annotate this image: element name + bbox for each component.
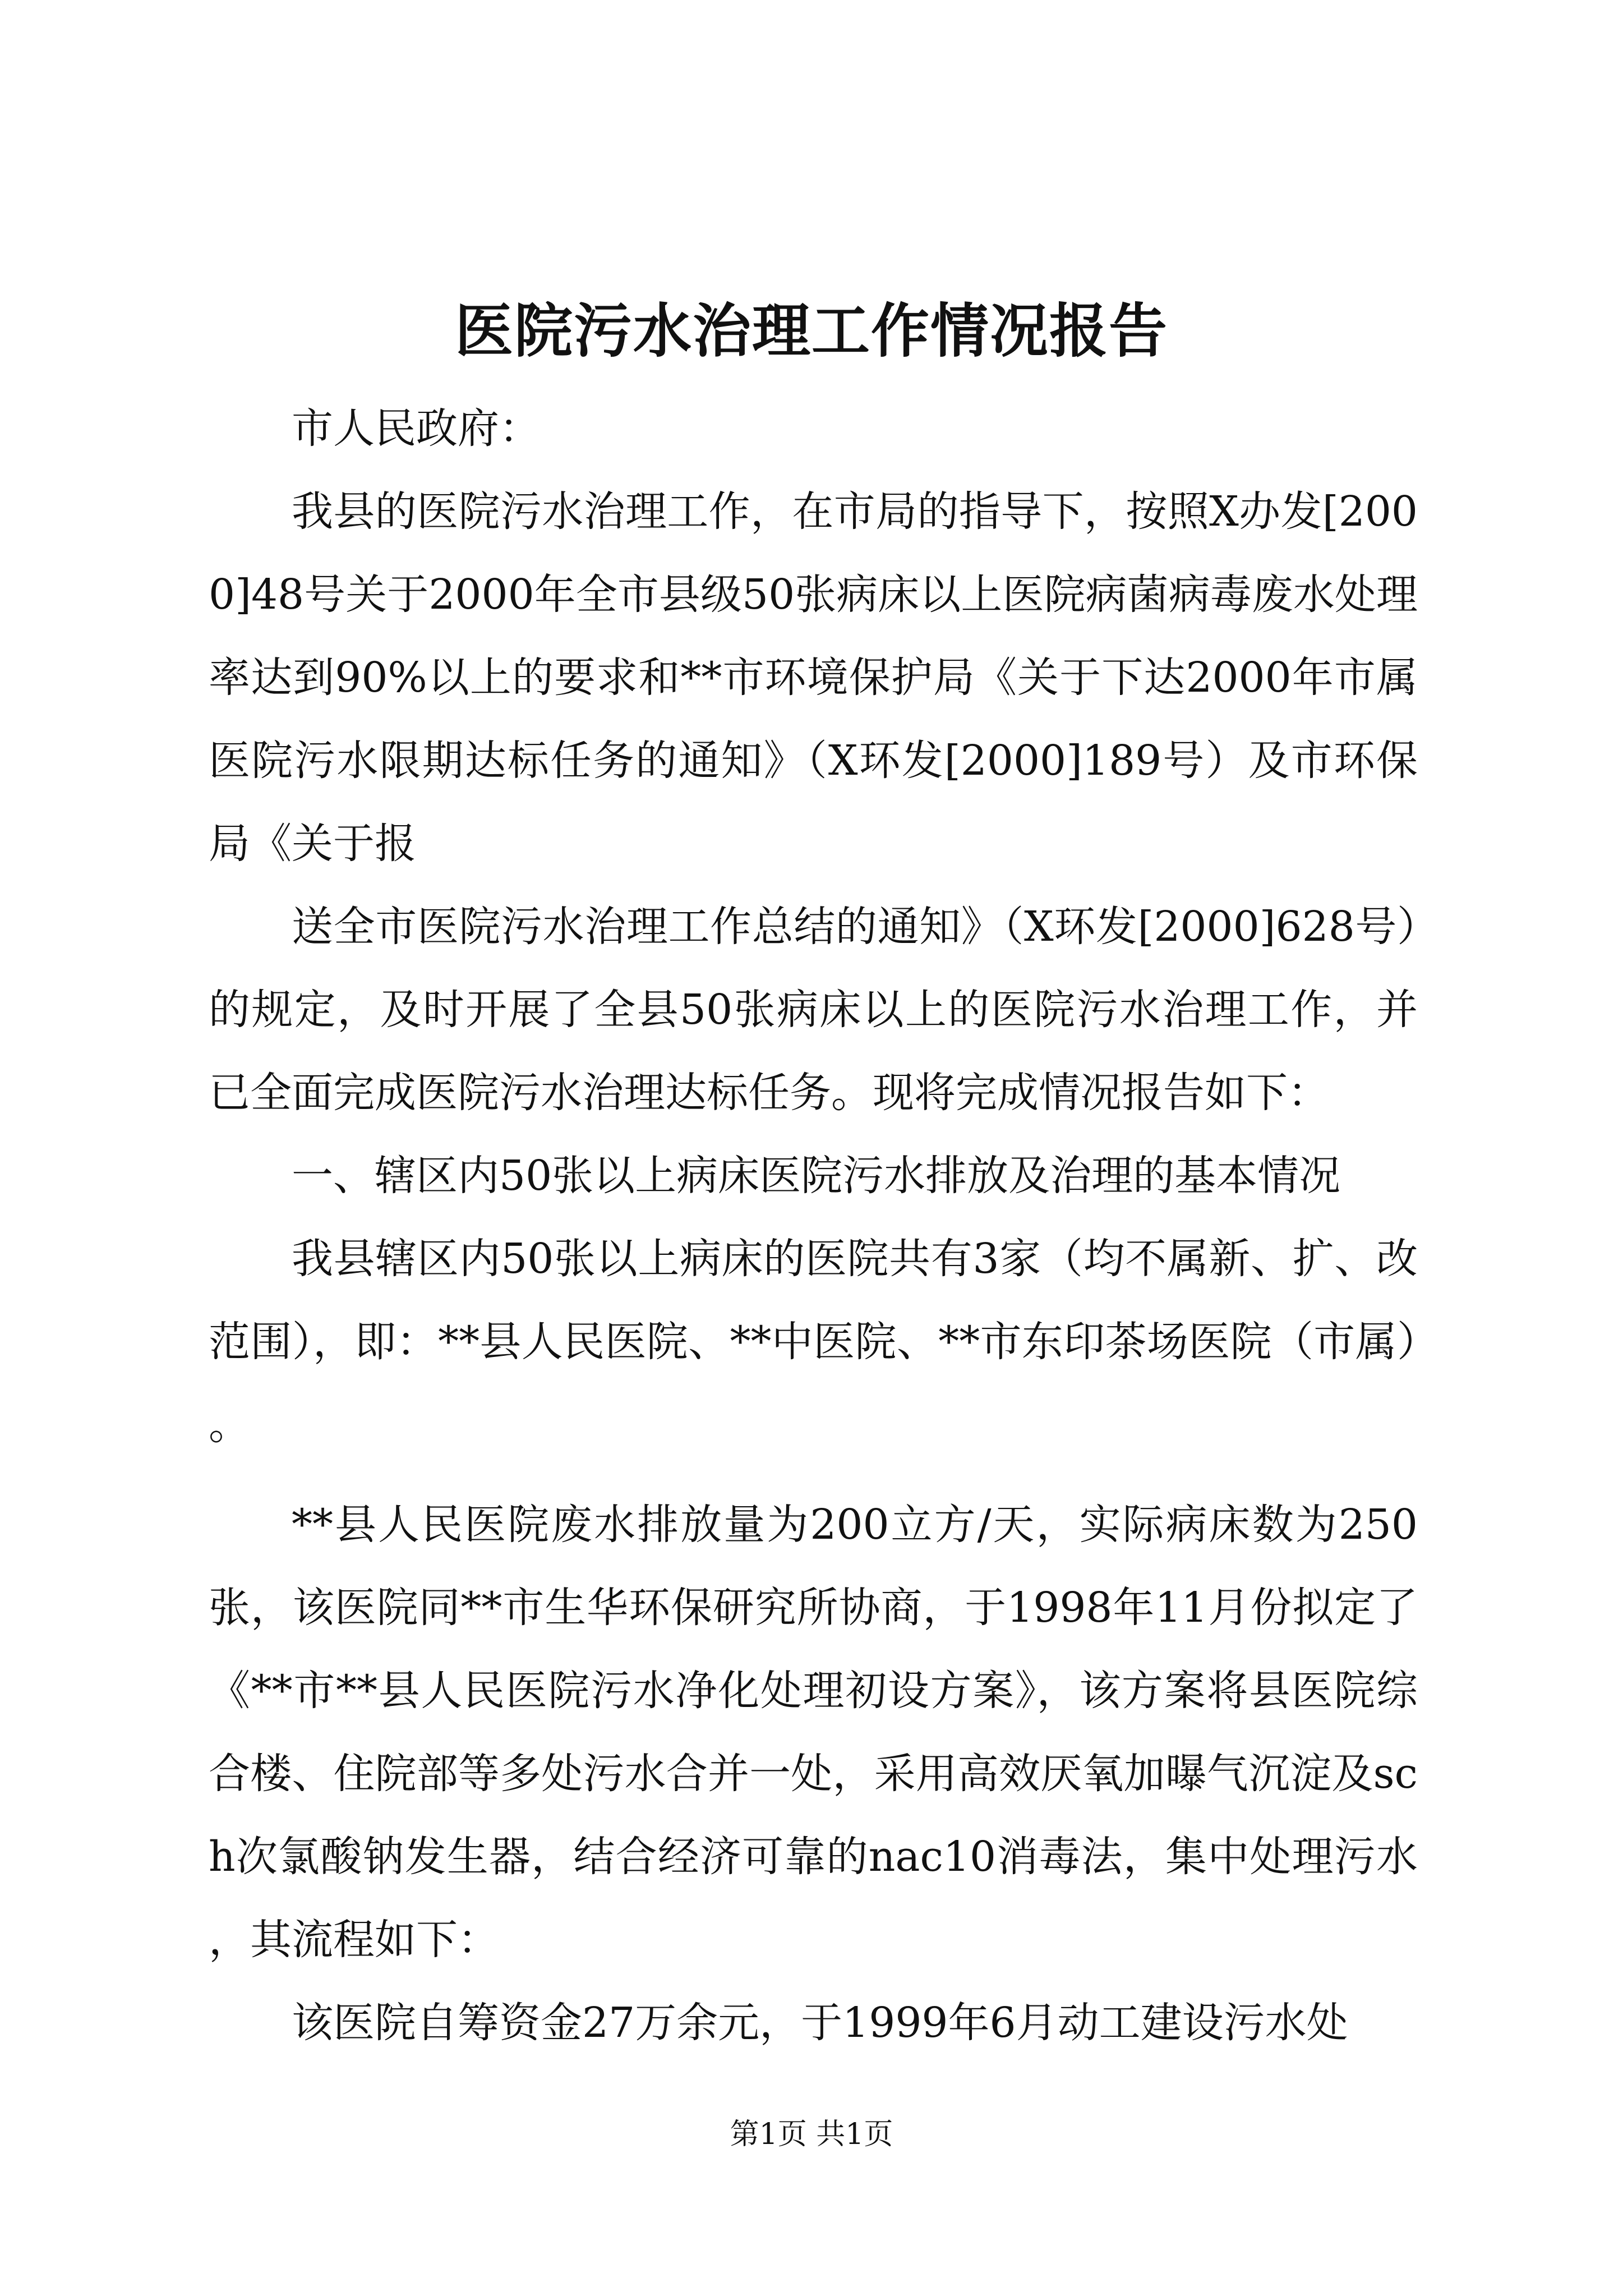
page-footer: 第1页 共1页 (730, 2118, 893, 2151)
section-heading-1: 一、辖区内50张以上病床医院污水排放及治理的基本情况 (292, 1152, 1341, 1200)
document-title: 医院污水治理工作情况报告 (454, 296, 1168, 365)
salutation: 市人民政府： (292, 404, 541, 453)
document-body (209, 387, 1418, 2064)
paragraph-funding: 该医院自筹资金27万余元，于1999年6月动工建设污水处 (292, 1999, 1348, 2047)
paragraph-hospitals: 我县辖区内50张以上病床的医院共有3家（均不属新、扩、改范围），即：**县人民医院、**中医院、**市东印茶场医院（市属）。 (209, 1235, 1418, 1449)
paragraph-county-hospital: **县人民医院废水排放量为200立方/天，实际病床数为250张，该医院同**市生华环保研究所协商，于1998年11月份拟定了《**市**县人民医院污水净化处理初设方案》，该方案将县医院综合楼、住院部等多处污水合并一处，采用高效厌氧加曝气沉淀及sch次氯酸钠发生器，结合经济可靠的nac10消毒法，集中处理污水，其流程如下： (209, 1501, 1418, 1964)
paragraph-intro: 我县的医院污水治理工作，在市局的指导下，按照X办发[2000]48号关于2000年全市县级50张病床以上医院病菌病毒废水处理率达到90%以上的要求和**市环境保护局《关于下达2000年市属医院污水限期达标任务的通知》（X环发[2000]189号）及市环保局《关于报 (209, 487, 1418, 868)
paragraph-intro-continued: 送全市医院污水治理工作总结的通知》（X环发[2000]628号）的规定，及时开展了全县50张病床以上的医院污水治理工作，并已全面完成医院污水治理达标任务。现将完成情况报告如下： (209, 903, 1418, 1117)
